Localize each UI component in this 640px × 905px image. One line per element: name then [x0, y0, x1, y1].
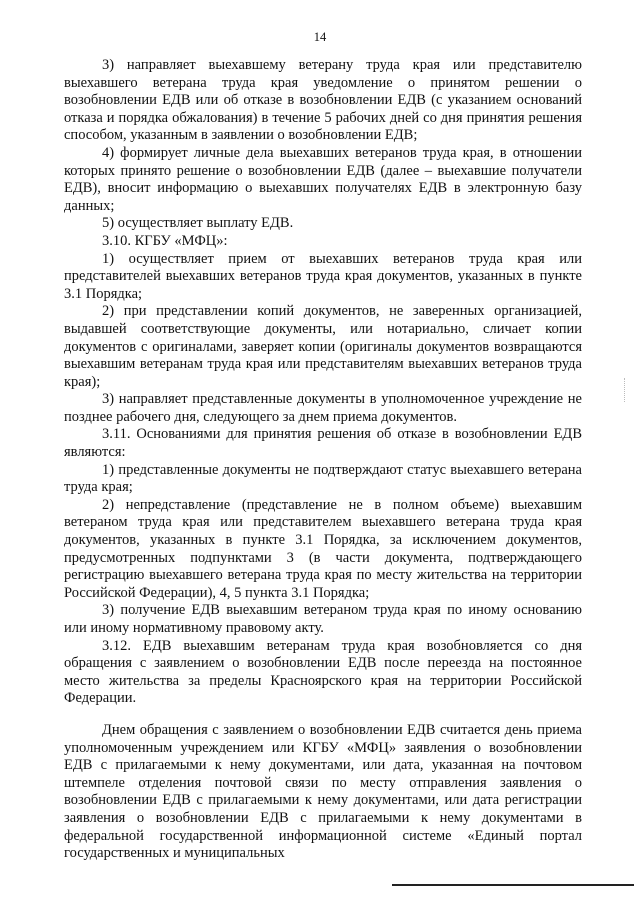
paragraph-application-date: Днем обращения с заявлением о возобновлении ЕДВ считается день приема уполномоченным учреждением или КГБУ «МФЦ» заявления о возобновлении ЕДВ с прилагаемыми к нему документами, или дата, указанная на почтовом штемпеле отделения почтовой связи по месту отправления заявления о возобновлении ЕДВ с прилагаемыми к нему документами, или дата регистрации заявления о возобновлении ЕДВ с прилагаемыми к нему документами в федеральной государственной информационной системе «Единый портал государственных и муниципальных	[64, 721, 582, 862]
paragraph-3-10-1: 1) осуществляет прием от выехавших ветеранов труда края или представителей выехавших ветеранов труда края документов, указанных в пункте 3.1 Порядка;	[64, 250, 582, 302]
paragraph-3-11-3: 3) получение ЕДВ выехавшим ветераном труда края по иному основанию или иному нормативному правовому акту.	[64, 602, 582, 636]
paragraph-4-personal-files: 4) формирует личные дела выехавших ветеранов труда края, в отношении которых принято решение о возобновлении ЕДВ (далее – выехавшие получатели ЕДВ), вносит информацию о выехавших получателях ЕДВ в электронную базу данных;	[64, 144, 582, 214]
paragraph-3-11-1: 1) представленные документы не подтверждают статус выехавшего ветерана труда края;	[64, 461, 582, 496]
paragraph-3-notify: 3) направляет выехавшему ветерану труда края или представителю выехавшего ветерана труда края уведомление о принятом решении о возобновлении ЕДВ или об отказе в возобновлении ЕДВ (с указанием оснований отказа и порядка обжалования) в течение 5 рабочих дней со дня принятия решения способом, указанным в заявлении о возобновлении ЕДВ;	[64, 57, 582, 144]
page-number: 14	[313, 30, 327, 44]
paragraph-3-11-2: 2) непредставление (представление не в полном объеме) выехавшим ветераном труда края или представителем выехавшего ветерана труда края документов, указанных в пункте 3.1 Порядка, за исключением документов, предусмотренных подпунктами 3 (в части документа, подтверждающего регистрацию выехавшего ветерана труда края по месту жительства на территории Российской Федерации), 4, 5 пункта 3.1 Порядка;	[64, 496, 582, 601]
section-3-10-heading: 3.10. КГБУ «МФЦ»:	[102, 232, 228, 249]
scan-margin-mark	[624, 378, 626, 402]
section-3-11-heading: 3.11. Основаниями для принятия решения об отказе в возобновлении ЕДВ являются:	[64, 426, 582, 461]
document-body	[64, 57, 582, 863]
paragraph-3-10-2: 2) при представлении копий документов, не заверенных организацией, выдавшей соответствующие документы, или нотариально, сличает копии документов с оригиналами, заверяет копии (оригиналы документов возвращаются выехавшим ветеранам труда края или представителям выехавших ветеранов труда края);	[64, 303, 582, 390]
section-3-12: 3.12. ЕДВ выехавшим ветеранам труда края возобновляется со дня обращения с заявлением о возобновлении ЕДВ после переезда на постоянное место жительства за пределы Красноярского края на территории Российской Федерации.	[64, 637, 582, 707]
paragraph-3-10-3: 3) направляет представленные документы в уполномоченное учреждение не позднее рабочего дня, следующего за днем приема документов.	[64, 391, 582, 425]
bottom-rule	[392, 884, 634, 886]
paragraph-5-payment: 5) осуществляет выплату ЕДВ.	[102, 215, 294, 232]
